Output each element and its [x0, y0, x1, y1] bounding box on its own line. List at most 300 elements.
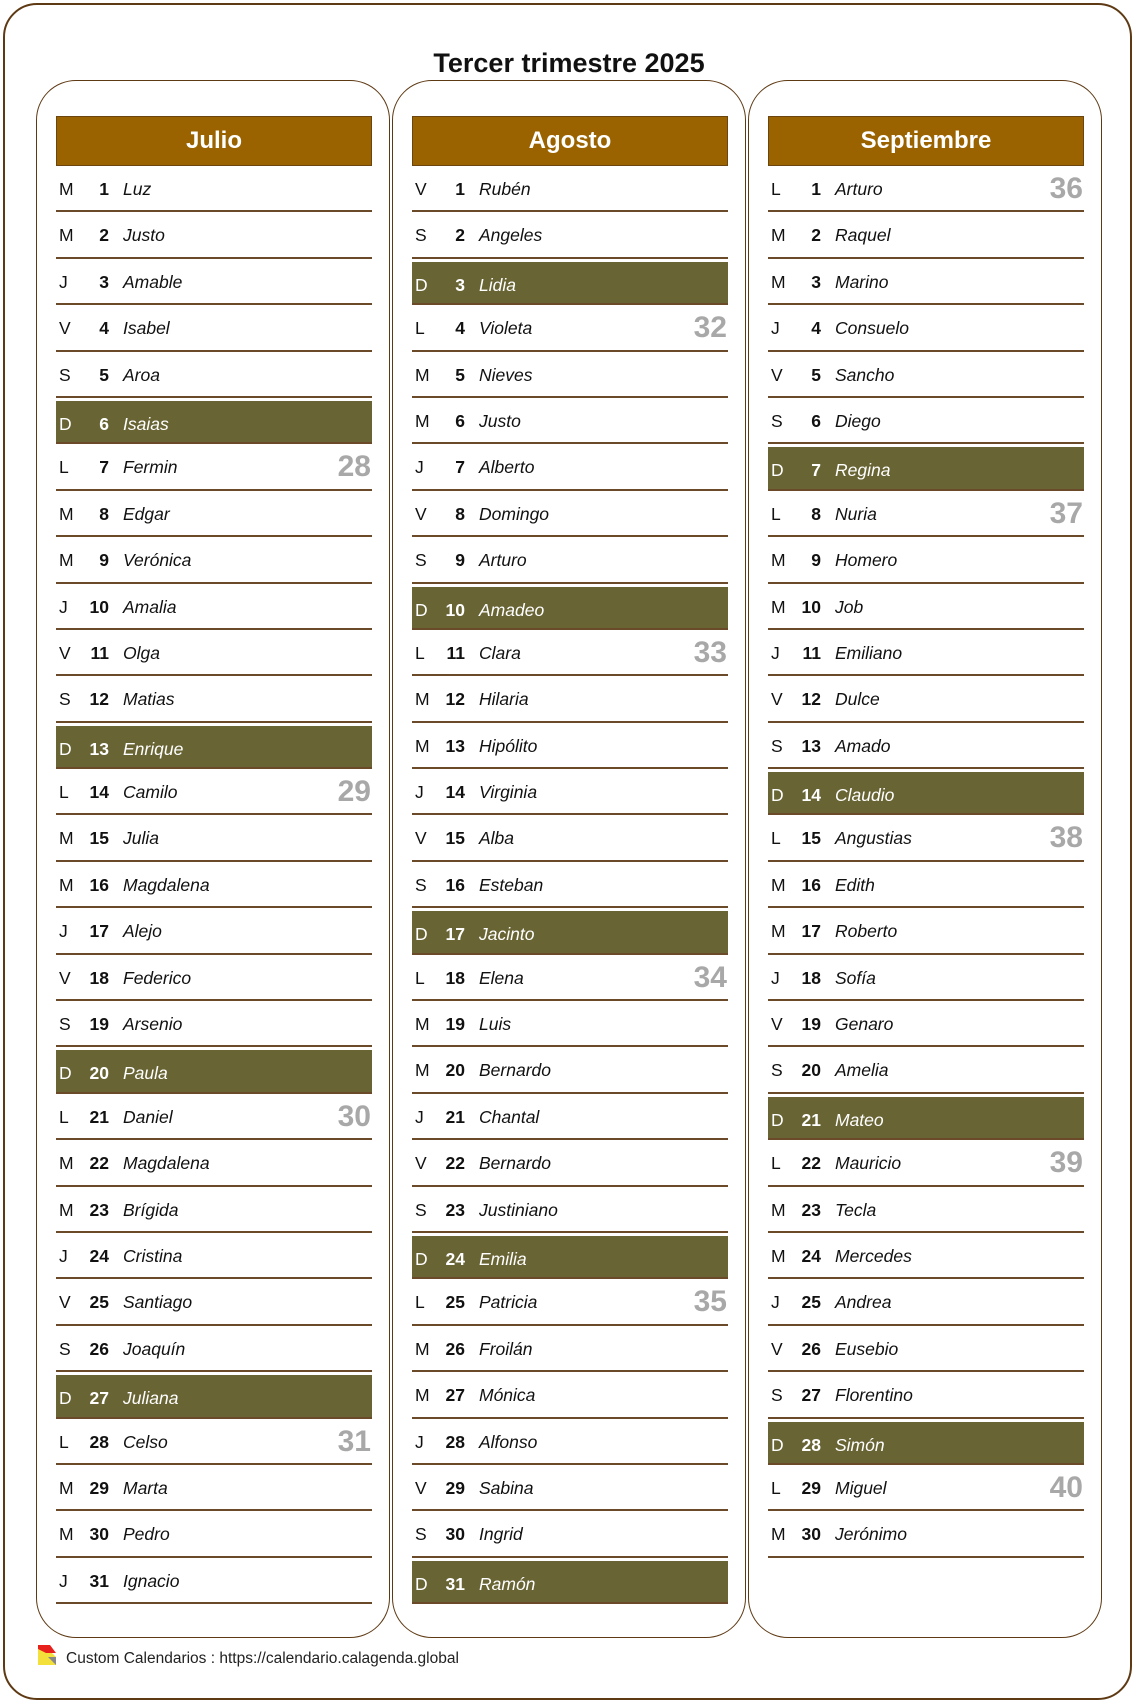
weekday-letter: J [415, 1106, 424, 1127]
day-number: 28 [801, 1434, 821, 1455]
footer-credit: Custom Calendarios : https://calendario.calagenda.global [66, 1650, 459, 1667]
day-number: 13 [445, 735, 465, 756]
weekday-letter: M [59, 1199, 74, 1220]
day-number: 22 [445, 1153, 465, 1174]
day-number: 18 [801, 967, 821, 988]
day-number: 20 [445, 1060, 465, 1081]
day-row [412, 815, 728, 861]
day-number: 15 [445, 828, 465, 849]
day-number: 28 [89, 1431, 109, 1452]
day-number: 26 [801, 1338, 821, 1359]
day-list [56, 166, 372, 1604]
month-header: Agosto [412, 116, 728, 166]
weekday-letter: S [59, 1014, 71, 1035]
day-number: 16 [445, 874, 465, 895]
day-row-sunday [412, 908, 728, 954]
day-number: 17 [89, 921, 109, 942]
saint-name: Amadeo [479, 599, 545, 620]
weekday-letter: J [415, 457, 424, 478]
day-row [768, 166, 1084, 212]
weekday-letter: J [59, 1570, 68, 1591]
saint-name: Genaro [835, 1014, 894, 1035]
weekday-letter: M [771, 1524, 786, 1545]
day-row-sunday [412, 1558, 728, 1604]
week-number: 33 [693, 635, 727, 669]
weekday-letter: M [59, 179, 74, 199]
weekday-letter: M [59, 550, 74, 571]
saint-name: Celso [123, 1431, 168, 1452]
saint-name: Ignacio [123, 1570, 180, 1591]
saint-name: Pedro [123, 1524, 170, 1545]
month-panel-julio [36, 80, 390, 1638]
day-row [412, 1419, 728, 1465]
day-row [768, 584, 1084, 630]
day-number: 20 [89, 1063, 109, 1084]
day-number: 16 [801, 874, 821, 895]
saint-name: Hipólito [479, 735, 538, 756]
weekday-letter: V [59, 967, 71, 988]
weekday-letter: D [771, 1434, 784, 1455]
weekday-letter: M [771, 225, 786, 246]
weekday-letter: V [415, 1153, 427, 1174]
page-title: Tercer trimestre 2025 [433, 48, 705, 78]
day-number: 5 [99, 364, 109, 385]
weekday-letter: M [59, 225, 74, 246]
weekday-letter: L [771, 828, 781, 849]
weekday-letter: L [771, 503, 781, 524]
day-number: 3 [811, 271, 821, 292]
weekday-letter: V [771, 1014, 783, 1035]
week-number: 30 [337, 1099, 371, 1133]
weekday-letter: V [59, 1292, 71, 1313]
day-number: 17 [445, 924, 465, 945]
weekday-letter: S [415, 225, 427, 246]
day-row [56, 166, 372, 212]
saint-name: Marino [835, 271, 889, 292]
saint-name: Simón [835, 1434, 885, 1455]
day-row [56, 305, 372, 351]
weekday-letter: M [415, 1385, 430, 1406]
day-row [412, 955, 728, 1001]
day-number: 16 [89, 874, 109, 895]
day-number: 4 [99, 318, 109, 339]
saint-name: Verónica [123, 550, 192, 571]
day-row [768, 212, 1084, 258]
day-number: 5 [811, 364, 821, 385]
day-number: 23 [445, 1199, 465, 1220]
day-row [412, 212, 728, 258]
saint-name: Arsenio [123, 1014, 183, 1035]
weekday-letter: L [771, 179, 781, 199]
day-number: 7 [455, 457, 465, 478]
day-row [56, 444, 372, 490]
weekday-letter: J [59, 1245, 68, 1266]
day-number: 22 [801, 1153, 821, 1174]
weekday-letter: M [771, 921, 786, 942]
day-row-sunday [56, 723, 372, 769]
weekday-letter: V [415, 503, 427, 524]
day-row [412, 352, 728, 398]
weekday-letter: V [59, 318, 71, 339]
day-row [412, 769, 728, 815]
day-list [768, 166, 1084, 1558]
weekday-letter: S [59, 1338, 71, 1359]
day-row [56, 908, 372, 954]
saint-name: Daniel [123, 1106, 173, 1127]
day-row-sunday [56, 1047, 372, 1093]
day-number: 25 [89, 1292, 109, 1313]
day-row [56, 1465, 372, 1511]
saint-name: Justo [123, 225, 165, 246]
weekday-letter: D [771, 785, 784, 806]
day-number: 19 [801, 1014, 821, 1035]
day-number: 13 [89, 738, 109, 759]
weekday-letter: D [59, 413, 72, 434]
saint-name: Hilaria [479, 689, 529, 710]
saint-name: Ingrid [479, 1524, 523, 1545]
day-row [768, 630, 1084, 676]
saint-name: Isaias [123, 413, 169, 434]
day-number: 1 [811, 179, 821, 199]
weekday-letter: M [415, 1060, 430, 1081]
saint-name: Esteban [479, 874, 544, 895]
weekday-letter: V [59, 642, 71, 663]
day-row-sunday [768, 444, 1084, 490]
day-row [412, 398, 728, 444]
saint-name: Luz [123, 179, 152, 199]
day-row [768, 305, 1084, 351]
saint-name: Angustias [835, 828, 912, 849]
day-row [768, 259, 1084, 305]
day-row [412, 1511, 728, 1557]
saint-name: Aroa [123, 364, 160, 385]
weekday-letter: D [59, 738, 72, 759]
day-number: 10 [801, 596, 821, 617]
saint-name: Magdalena [123, 874, 210, 895]
saint-name: Emiliano [835, 642, 903, 663]
week-number: 29 [337, 775, 371, 809]
day-row [56, 212, 372, 258]
day-number: 29 [801, 1477, 821, 1498]
week-number: 37 [1049, 496, 1083, 530]
saint-name: Claudio [835, 785, 895, 806]
saint-name: Patricia [479, 1292, 538, 1313]
day-number: 10 [89, 596, 109, 617]
saint-name: Jerónimo [835, 1524, 907, 1545]
weekday-letter: S [771, 735, 783, 756]
day-row [768, 955, 1084, 1001]
day-number: 6 [99, 413, 109, 434]
saint-name: Bernardo [479, 1060, 551, 1081]
saint-name: Amable [123, 271, 183, 292]
weekday-letter: M [59, 874, 74, 895]
weekday-letter: L [59, 1431, 69, 1452]
saint-name: Raquel [835, 225, 891, 246]
weekday-letter: V [415, 179, 427, 199]
weekday-letter: V [415, 828, 427, 849]
day-row [56, 1279, 372, 1325]
month-panel-agosto [392, 80, 746, 1638]
day-number: 19 [445, 1014, 465, 1035]
saint-name: Froilán [479, 1338, 533, 1359]
saint-name: Clara [479, 642, 521, 663]
weekday-letter: M [415, 1338, 430, 1359]
day-number: 30 [89, 1524, 109, 1545]
saint-name: Alfonso [479, 1431, 538, 1452]
day-row [412, 1372, 728, 1418]
weekday-letter: D [415, 1248, 428, 1269]
day-row [56, 259, 372, 305]
saint-name: Amelia [835, 1060, 889, 1081]
day-row [56, 769, 372, 815]
month-panel-septiembre [748, 80, 1102, 1638]
weekday-letter: J [771, 967, 780, 988]
week-number: 40 [1049, 1470, 1083, 1504]
weekday-letter: M [59, 503, 74, 524]
day-row [768, 1279, 1084, 1325]
weekday-letter: M [59, 1524, 74, 1545]
day-row-sunday [412, 259, 728, 305]
saint-name: Roberto [835, 921, 898, 942]
day-row [56, 1511, 372, 1557]
day-row [768, 815, 1084, 861]
day-number: 14 [89, 782, 109, 803]
day-row [768, 1001, 1084, 1047]
saint-name: Juliana [123, 1388, 179, 1409]
saint-name: Justiniano [479, 1199, 558, 1220]
day-number: 12 [89, 689, 109, 710]
day-number: 25 [801, 1292, 821, 1313]
weekday-letter: S [415, 1199, 427, 1220]
day-number: 9 [811, 550, 821, 571]
day-row [412, 676, 728, 722]
saint-name: Virginia [479, 782, 538, 803]
weekday-letter: L [59, 1106, 69, 1127]
day-number: 11 [802, 642, 821, 663]
weekday-letter: M [415, 735, 430, 756]
day-row [56, 1558, 372, 1604]
saint-name: Magdalena [123, 1153, 210, 1174]
day-number: 21 [89, 1106, 109, 1127]
weekday-letter: M [771, 550, 786, 571]
day-row [56, 1001, 372, 1047]
saint-name: Marta [123, 1477, 168, 1498]
saint-name: Olga [123, 642, 160, 663]
saint-name: Brígida [123, 1199, 179, 1220]
weekday-letter: M [771, 1199, 786, 1220]
saint-name: Andrea [835, 1292, 892, 1313]
saint-name: Paula [123, 1063, 168, 1084]
week-number: 36 [1049, 172, 1083, 205]
day-row [412, 862, 728, 908]
weekday-letter: L [415, 642, 425, 663]
saint-name: Alejo [123, 921, 162, 942]
saint-name: Consuelo [835, 318, 909, 339]
week-number: 31 [337, 1424, 371, 1458]
day-number: 29 [89, 1477, 109, 1498]
saint-name: Isabel [123, 318, 170, 339]
day-row [412, 630, 728, 676]
weekday-letter: D [415, 924, 428, 945]
weekday-letter: S [415, 874, 427, 895]
day-number: 14 [445, 782, 465, 803]
weekday-letter: L [415, 1292, 425, 1313]
saint-name: Santiago [123, 1292, 193, 1313]
day-number: 4 [455, 318, 465, 339]
day-row-sunday [56, 398, 372, 444]
day-list [412, 166, 728, 1604]
day-row [768, 1326, 1084, 1372]
saint-name: Dulce [835, 689, 880, 710]
day-row [768, 1511, 1084, 1557]
day-number: 4 [811, 318, 821, 339]
saint-name: Amado [835, 735, 891, 756]
day-row [56, 1187, 372, 1233]
day-number: 9 [455, 550, 465, 571]
day-row [412, 1326, 728, 1372]
day-number: 24 [801, 1245, 821, 1266]
day-row-sunday [768, 1094, 1084, 1140]
weekday-letter: J [771, 318, 780, 339]
month-header: Septiembre [768, 116, 1084, 166]
weekday-letter: J [415, 1431, 424, 1452]
day-row [56, 1094, 372, 1140]
day-number: 31 [445, 1573, 465, 1594]
weekday-letter: S [59, 364, 71, 385]
saint-name: Lidia [479, 274, 516, 295]
day-row [56, 815, 372, 861]
day-number: 18 [445, 967, 465, 988]
weekday-letter: M [771, 874, 786, 895]
day-number: 6 [811, 410, 821, 431]
day-row [56, 1140, 372, 1186]
weekday-letter: V [771, 689, 783, 710]
weekday-letter: L [59, 457, 69, 478]
weekday-letter: M [415, 364, 430, 385]
day-row [768, 1047, 1084, 1093]
weekday-letter: S [771, 1060, 783, 1081]
saint-name: Domingo [479, 503, 550, 524]
day-number: 8 [99, 503, 109, 524]
saint-name: Julia [123, 828, 159, 849]
day-number: 12 [801, 689, 821, 710]
saint-name: Angeles [479, 225, 543, 246]
saint-name: Regina [835, 460, 891, 481]
saint-name: Mauricio [835, 1153, 902, 1174]
day-row [56, 862, 372, 908]
weekday-letter: M [415, 410, 430, 431]
day-number: 8 [455, 503, 465, 524]
saint-name: Alberto [479, 457, 535, 478]
day-number: 24 [89, 1245, 109, 1266]
day-row [56, 1419, 372, 1465]
day-row [768, 1233, 1084, 1279]
saint-name: Rubén [479, 179, 531, 199]
day-number: 11 [446, 642, 465, 663]
saint-name: Tecla [835, 1199, 877, 1220]
day-number: 7 [99, 457, 109, 478]
weekday-letter: M [59, 828, 74, 849]
weekday-letter: D [771, 1109, 784, 1130]
saint-name: Camilo [123, 782, 178, 803]
day-number: 10 [445, 599, 465, 620]
week-number: 34 [693, 960, 727, 994]
weekday-letter: D [59, 1063, 72, 1084]
day-number: 1 [99, 179, 109, 199]
day-number: 25 [445, 1292, 465, 1313]
weekday-letter: M [771, 271, 786, 292]
weekday-letter: M [415, 689, 430, 710]
saint-name: Edgar [123, 503, 170, 524]
saint-name: Mateo [835, 1109, 884, 1130]
day-number: 21 [445, 1106, 465, 1127]
day-row [768, 352, 1084, 398]
day-row [412, 166, 728, 212]
day-row [768, 676, 1084, 722]
day-number: 9 [99, 550, 109, 571]
saint-name: Violeta [479, 318, 533, 339]
weekday-letter: L [415, 318, 425, 339]
day-row [56, 584, 372, 630]
weekday-letter: D [771, 460, 784, 481]
weekday-letter: D [415, 599, 428, 620]
day-number: 29 [445, 1477, 465, 1498]
weekday-letter: D [415, 1573, 428, 1594]
saint-name: Justo [479, 410, 521, 431]
saint-name: Jacinto [479, 924, 535, 945]
saint-name: Edith [835, 874, 875, 895]
day-row [412, 305, 728, 351]
saint-name: Arturo [835, 179, 883, 199]
saint-name: Nuria [835, 503, 877, 524]
day-row [412, 1279, 728, 1325]
saint-name: Luis [479, 1014, 512, 1035]
calendar-logo-icon [38, 1645, 56, 1665]
day-row [56, 537, 372, 583]
saint-name: Alba [479, 828, 515, 849]
weekday-letter: V [771, 364, 783, 385]
day-row-sunday [412, 584, 728, 630]
saint-name: Federico [123, 967, 192, 988]
saint-name: Miguel [835, 1477, 887, 1498]
week-number: 32 [693, 311, 727, 345]
weekday-letter: M [59, 1153, 74, 1174]
day-number: 30 [801, 1524, 821, 1545]
day-number: 3 [455, 274, 465, 295]
weekday-letter: V [771, 1338, 783, 1359]
day-row [412, 1094, 728, 1140]
day-row [412, 537, 728, 583]
saint-name: Sofía [835, 967, 876, 988]
weekday-letter: L [59, 782, 69, 803]
day-number: 23 [89, 1199, 109, 1220]
day-row [768, 537, 1084, 583]
saint-name: Fermin [123, 457, 178, 478]
weekday-letter: J [59, 596, 68, 617]
weekday-letter: S [59, 689, 71, 710]
day-row [56, 1326, 372, 1372]
day-number: 19 [89, 1014, 109, 1035]
day-row [56, 352, 372, 398]
day-row [768, 398, 1084, 444]
weekday-letter: S [415, 550, 427, 571]
day-number: 24 [445, 1248, 465, 1269]
week-number: 39 [1049, 1146, 1083, 1180]
day-row [412, 1047, 728, 1093]
week-number: 35 [693, 1285, 727, 1319]
day-number: 26 [89, 1338, 109, 1359]
saint-name: Cristina [123, 1245, 183, 1266]
